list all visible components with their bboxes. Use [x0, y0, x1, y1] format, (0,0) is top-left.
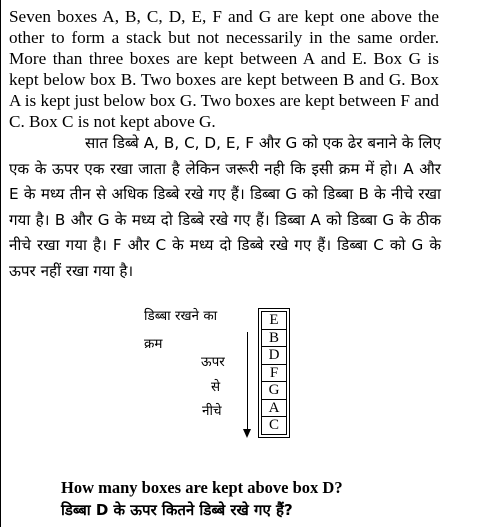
stack-box: F: [261, 364, 287, 383]
stack-box: A: [261, 399, 287, 418]
passage-hindi: [9, 131, 441, 285]
stack-box: B: [261, 329, 287, 348]
down-arrow-icon: [247, 332, 248, 432]
stack-box: G: [261, 381, 287, 400]
box-stack: [258, 308, 290, 438]
diagram-label-order-2: क्रम: [144, 336, 163, 352]
question-english: How many boxes are kept above box D?: [61, 478, 343, 497]
passage-hindi-text: सात डिब्बे A, B, C, D, E, F और G को एक ढेर बनाने के लिए एक के ऊपर एक रखा जाता है लेकिन जरूरी नही कि इसी क्रम में हो। A और E के मध्य तीन से अधिक डिब्बे रखे गए हैं। डिब्बा G को डिब्बा B के नीचे रखा गया है। B और G के मध्य दो डिब्बे रखे गए हैं। डिब्बा A को डिब्बा G के ठीक नीचे रखा गया है। F और C के मध्य दो डिब्बे रखे गए हैं। डिब्बा C को G के ऊपर नहीं रखा गया है।: [9, 134, 441, 280]
diagram-label-down: नीचे: [202, 403, 222, 419]
diagram-label-order-1: डिब्बा रखने का: [144, 308, 218, 324]
stack-box: E: [261, 311, 287, 330]
stack-box: C: [261, 416, 287, 435]
diagram-label-up: ऊपर: [201, 354, 225, 370]
stack-box: D: [261, 346, 287, 365]
question-hindi: डिब्बा D के ऊपर कितने डिब्बे रखे गए हैं?: [61, 501, 293, 519]
diagram-label-from: से: [211, 379, 221, 395]
passage-english: Seven boxes A, B, C, D, E, F and G are kept one above the other to form a stack but not necessarily in the same order. More than three boxes are kept between A and E. Box G is kept below box B. Two boxes are kept between B and G. Box A is kept just below box G. Two boxes are kept between F and C. Box C is not kept above G.: [9, 7, 440, 131]
